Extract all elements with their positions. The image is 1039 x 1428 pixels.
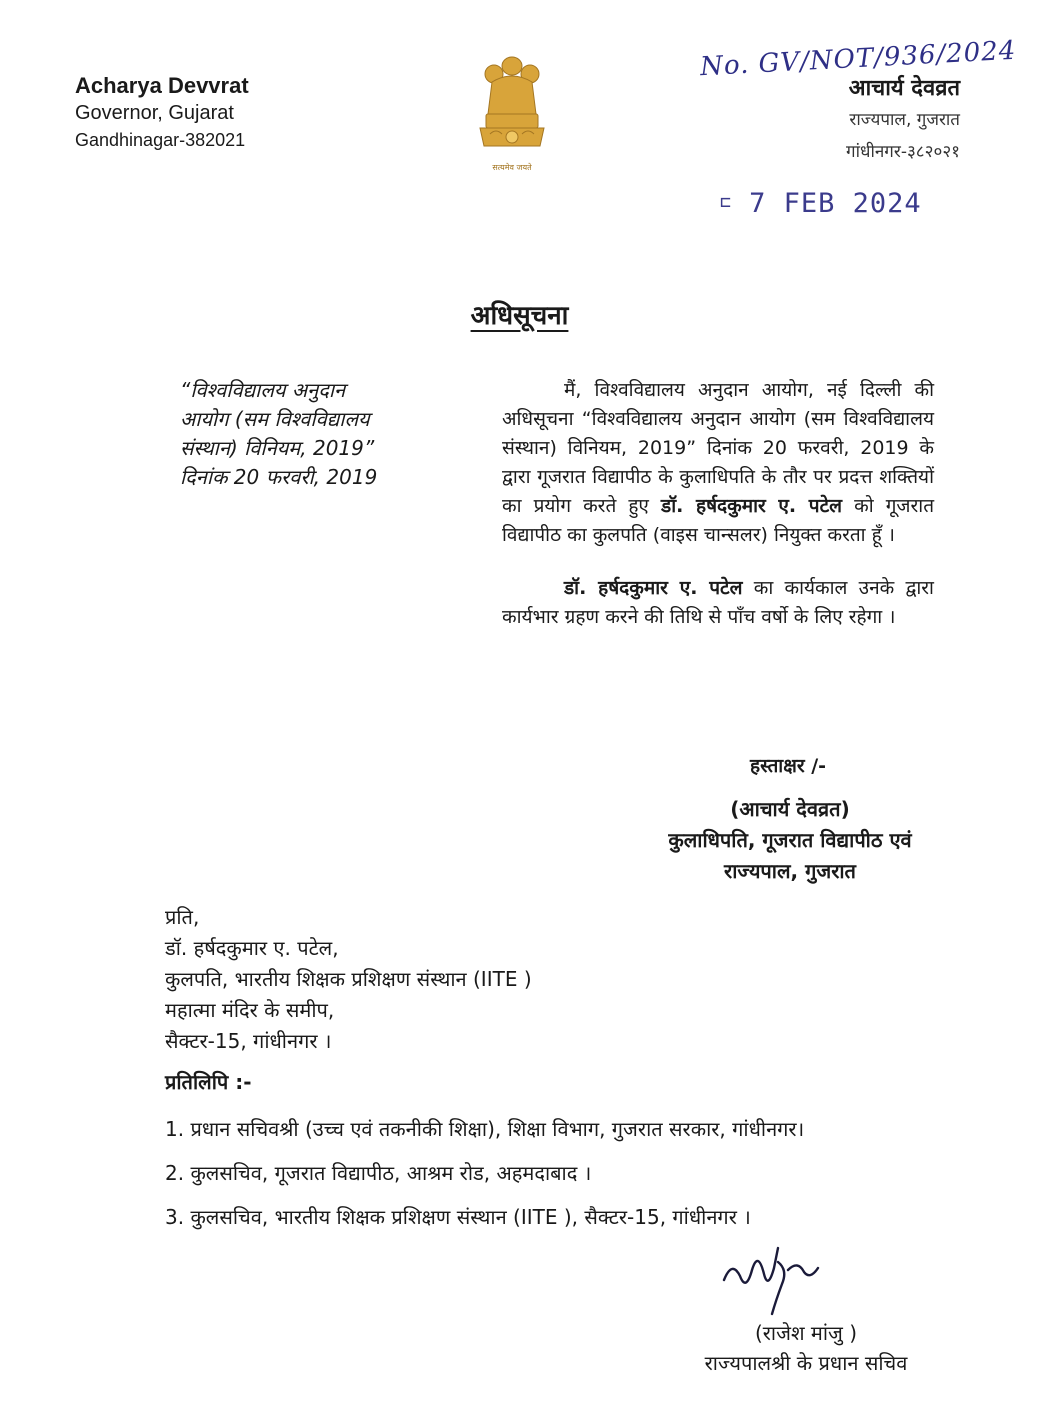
subject-line: दिनांक 20 फरवरी, 2019 bbox=[180, 465, 378, 489]
handwritten-signature-icon bbox=[718, 1240, 828, 1322]
address-salutation: प्रति, bbox=[165, 905, 200, 929]
notification-title-text: अधिसूचना bbox=[470, 301, 569, 331]
appointee-name: डॉ. हर्षदकुमार ए. पटेल bbox=[661, 495, 843, 517]
copy-to-title: प्रतिलिपि :- bbox=[165, 1070, 252, 1094]
governor-designation-english: Governor, Gujarat bbox=[75, 102, 234, 124]
governor-location-english: Gandhinagar-382021 bbox=[75, 130, 246, 150]
secretary-designation: राज्यपालश्री के प्रधान सचिव bbox=[704, 1351, 908, 1375]
notification-body bbox=[502, 376, 934, 632]
copy-to-item: 3. कुलसचिव, भारतीय शिक्षक प्रशिक्षण संस्थान (IITE ), सैक्टर-15, गांधीनगर । bbox=[165, 1205, 751, 1229]
body-text: का कार्यकाल उनके द्वारा कार्यभार ग्रहण करने की तिथि से पाँच वर्षो के लिए रहेगा । bbox=[502, 577, 934, 628]
signature-mark: हस्ताक्षर /- bbox=[750, 755, 827, 777]
body-text: को गूजरात विद्यापीठ का कुलपति (वाइस चान्सलर) नियुक्त करता हूँ । bbox=[502, 495, 935, 546]
copy-to-item: 1. प्रधान सचिवश्री (उच्च एवं तकनीकी शिक्षा), शिक्षा विभाग, गुजरात सरकार, गांधीनगर। bbox=[165, 1117, 805, 1141]
address-line: कुलपति, भारतीय शिक्षक प्रशिक्षण संस्थान (IITE ) bbox=[165, 967, 532, 991]
subject-line: आयोग (सम विश्वविद्यालय bbox=[180, 407, 370, 431]
english-letterhead bbox=[75, 72, 249, 154]
emblem-motto: सत्यमेव जयते bbox=[492, 163, 532, 172]
appointee-name: डॉ. हर्षदकुमार ए. पटेल bbox=[564, 577, 743, 599]
governor-name-hindi: आचार्य देवव्रत bbox=[848, 76, 960, 101]
recipient-address bbox=[165, 902, 532, 1057]
body-text: मैं, विश्वविद्यालय अनुदान आयोग, नई दिल्ली की अधिसूचना “विश्वविद्यालय अनुदान आयोग (सम विश्वविद्यालय संस्थान) विनियम, 2019” दिनांक 20 फरवरी, 2019 के द्वारा गूजरात विद्यापीठ के कुलाधिपति के तौर पर प्रदत्त शक्तियों का प्रयोग करते हुए bbox=[502, 379, 934, 517]
address-line: डॉ. हर्षदकुमार ए. पटेल, bbox=[165, 936, 339, 960]
subject-reference bbox=[180, 376, 450, 492]
body-paragraph-1 bbox=[502, 376, 934, 550]
subject-line: संस्थान) विनियम, 2019” bbox=[180, 436, 375, 460]
secretary-name: (राजेश मांजु ) bbox=[754, 1321, 858, 1345]
subject-line: “विश्वविद्यालय अनुदान bbox=[180, 378, 346, 402]
signer-name: (आचार्य देवव्रत) bbox=[730, 797, 850, 821]
stamp-mark-icon: ⊏ bbox=[720, 192, 732, 213]
governor-designation-hindi: राज्यपाल, गुजरात bbox=[849, 110, 960, 130]
hindi-letterhead bbox=[760, 74, 960, 168]
date-stamp-text: 7 FEB 2024 bbox=[749, 188, 922, 219]
address-line: सैक्टर-15, गांधीनगर । bbox=[165, 1029, 332, 1053]
signer-block bbox=[620, 794, 960, 887]
signer-role: कुलाधिपति, गूजरात विद्यापीठ एवं bbox=[668, 828, 912, 852]
body-paragraph-2 bbox=[502, 574, 934, 632]
national-emblem-icon bbox=[470, 52, 554, 178]
notification-title bbox=[0, 296, 1039, 332]
reference-number: No. GV/NOT/936/2024 bbox=[699, 35, 1018, 83]
signer-role: राज्यपाल, गुजरात bbox=[724, 859, 856, 883]
governor-name-english: Acharya Devvrat bbox=[75, 73, 249, 98]
governor-location-hindi: गांधीनगर-३८२०२१ bbox=[846, 142, 960, 162]
copy-to-item: 2. कुलसचिव, गूजरात विद्यापीठ, आश्रम रोड, अहमदाबाद । bbox=[165, 1161, 592, 1185]
secretary-block bbox=[676, 1318, 936, 1378]
address-line: महात्मा मंदिर के समीप, bbox=[165, 998, 335, 1022]
date-stamp bbox=[720, 188, 922, 219]
